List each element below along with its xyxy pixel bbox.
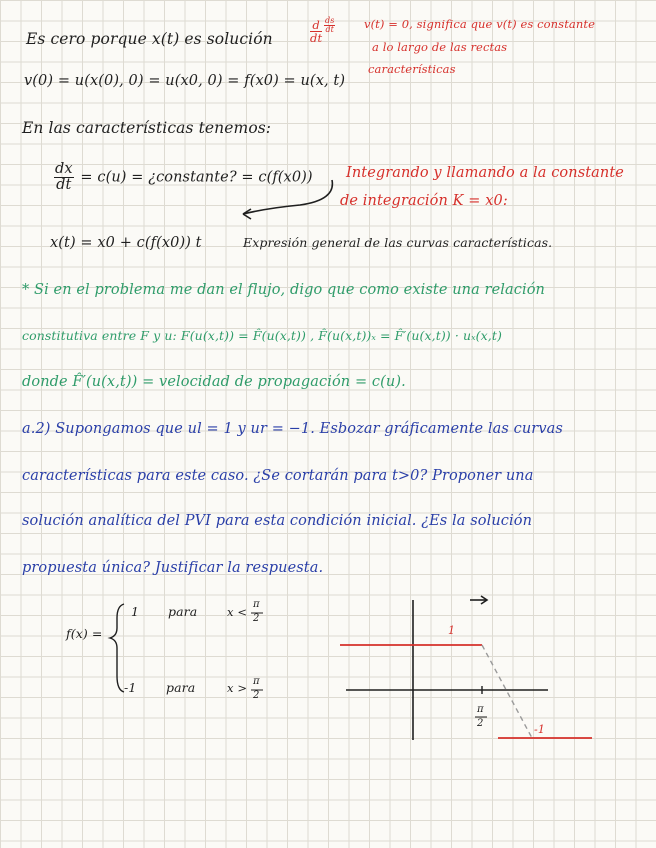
tick-two: 2 bbox=[477, 718, 484, 729]
note-line-1: Es cero porque x(t) es solución bbox=[26, 30, 273, 48]
note-line-characteristics: En las características tenemos: bbox=[22, 119, 272, 137]
case2-value: -1 bbox=[124, 680, 137, 695]
note-line-2: v(0) = u(x(0), 0) = u(x0, 0) = f(x0) = u(x, t) bbox=[24, 73, 346, 89]
case2-two: 2 bbox=[253, 690, 260, 701]
blue-problem-2: características para este caso. ¿Se cortarán para t>0? Proponer una bbox=[22, 468, 534, 484]
case1-condition: x < bbox=[227, 605, 248, 619]
dashed-jump bbox=[482, 645, 532, 738]
case1-two: 2 bbox=[253, 613, 260, 624]
case1-pi: π bbox=[253, 599, 260, 610]
case1-value: 1 bbox=[131, 604, 140, 619]
case2-pi: π bbox=[253, 676, 260, 687]
red-integrating-note-2: de integración K = x0: bbox=[340, 193, 508, 209]
tick-pi: π bbox=[477, 704, 484, 715]
piecewise-lhs: f(x) = bbox=[66, 626, 103, 641]
green-note-3: donde F̂′(u(x,t)) = velocidad de propagación = c(u). bbox=[22, 374, 406, 390]
blue-problem-4: propuesta única? Justificar la respuesta. bbox=[22, 560, 324, 576]
green-note-2: constitutiva entre F y u: F(u(x,t)) = F̂(u(x,t)) , F̂(u(x,t))ₓ = F̂′(u(x,t)) · uₓ(x,t) bbox=[22, 328, 502, 343]
blue-problem-3: solución analítica del PVI para esta condición inicial. ¿Es la solución bbox=[22, 513, 533, 529]
case2-condition: x > bbox=[227, 681, 248, 695]
characteristic-solution: x(t) = x0 + c(f(x0)) t bbox=[50, 235, 202, 251]
red-annotation-2: a lo largo de las rectas bbox=[372, 40, 508, 54]
green-note-1: * Si en el problema me dan el flujo, digo que como existe una relación bbox=[22, 282, 545, 298]
upper-level-label: 1 bbox=[448, 624, 456, 637]
case1-word: para bbox=[168, 604, 198, 619]
red-annotation-1: v(t) = 0, significa que v(t) es constante bbox=[364, 17, 596, 31]
integration-arrow bbox=[243, 180, 332, 214]
lower-level-label: -1 bbox=[534, 723, 545, 736]
red-integrating-note-1: Integrando y llamando a la constante bbox=[346, 165, 624, 181]
red-sub-fraction: $\frac{ds}{dt}$ bbox=[325, 16, 335, 35]
ode-rest: = c(u) = ¿constante? = c(f(x0)) bbox=[80, 169, 313, 186]
red-annotation-3: características bbox=[368, 62, 456, 76]
blue-problem-1: a.2) Supongamos que ul = 1 y ur = −1. Esbozar gráficamente las curvas bbox=[22, 421, 563, 437]
red-derivative-fraction: $\frac{d}{dt}$ bbox=[310, 18, 323, 46]
characteristic-description: Expresión general de las curvas características. bbox=[243, 235, 553, 250]
dxdt-fraction: $\frac{dx}{dt}$ bbox=[55, 161, 73, 194]
integration-arrow-head bbox=[243, 209, 251, 219]
case2-word: para bbox=[166, 680, 196, 695]
